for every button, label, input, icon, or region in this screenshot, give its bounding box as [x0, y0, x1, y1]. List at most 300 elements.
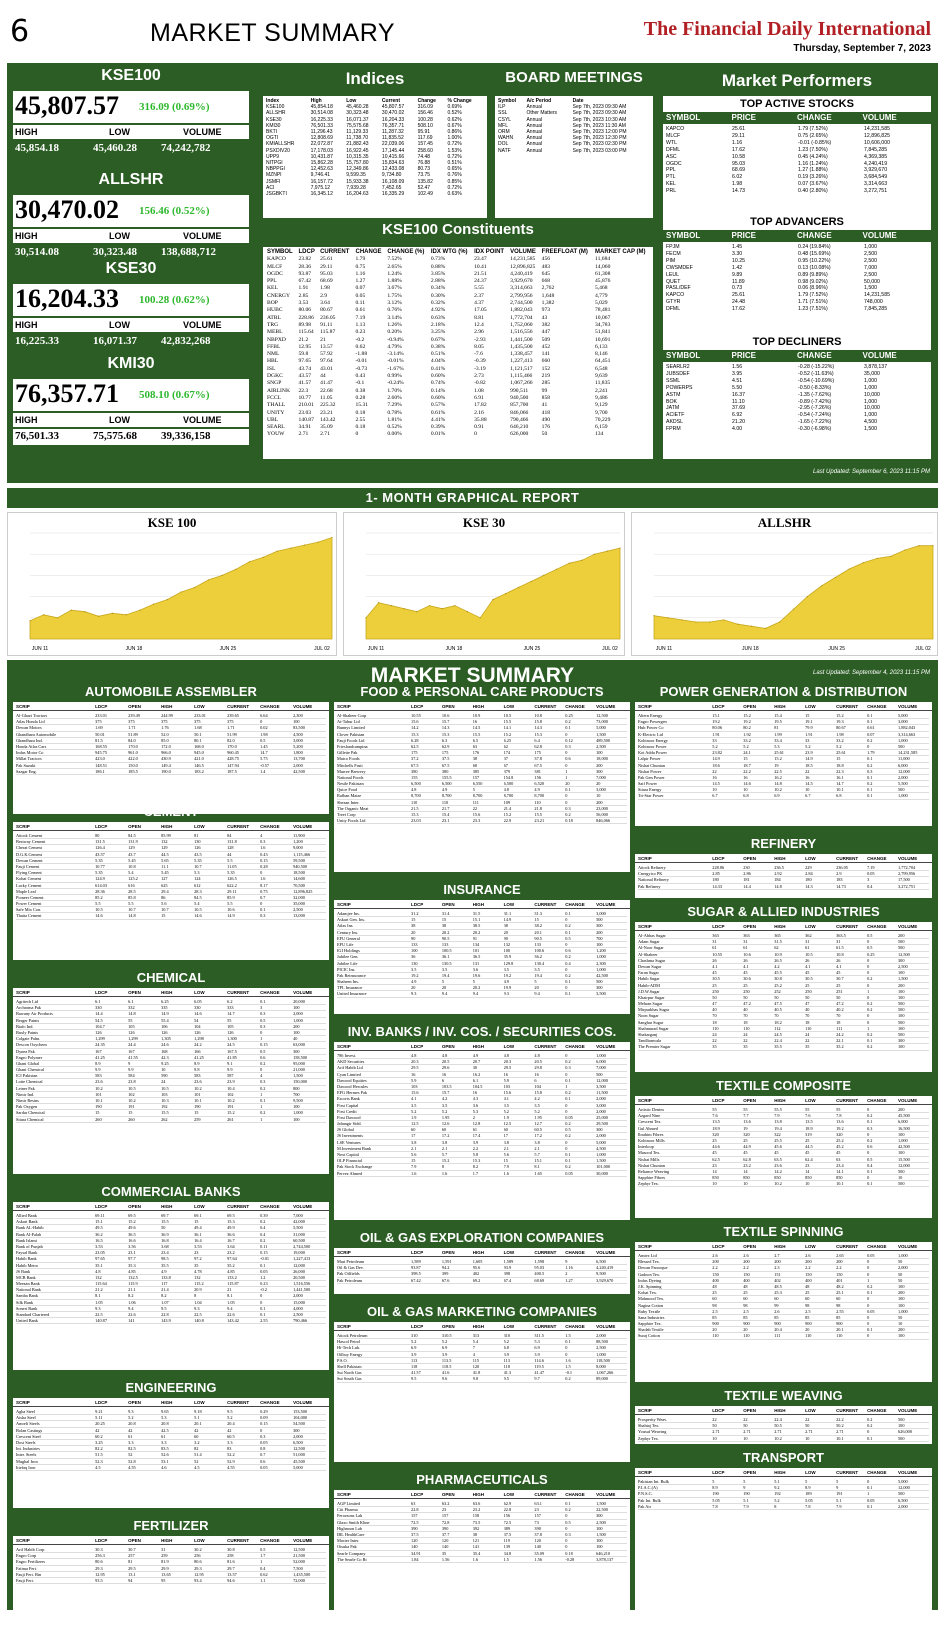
table-cell: 23.03: [298, 409, 312, 416]
table-cell: 98: [712, 1302, 717, 1308]
table-cell: 19.2: [743, 719, 751, 725]
table-cell: 9.5: [227, 1409, 233, 1414]
table-cell: 22.9: [503, 818, 512, 824]
table-cell: 98: [836, 1302, 841, 1308]
table-cell: 28.3: [194, 888, 202, 894]
index-name: ALLSHR: [98, 171, 164, 188]
table-cell: 45: [743, 1150, 748, 1156]
table-cell: 330: [95, 1005, 102, 1011]
table-cell: BOK: [666, 398, 677, 405]
data-point: [153, 604, 154, 605]
table-cell: -0.1: [565, 1370, 573, 1376]
column-header: OPEN: [441, 1492, 455, 1497]
table-cell: 0: [565, 985, 568, 991]
table-cell: 260: [128, 1116, 135, 1122]
table-cell: JATM: [666, 405, 680, 412]
column-header: HIGH: [161, 1538, 173, 1543]
table-cell: 47: [712, 1001, 717, 1007]
table-cell: 9.3: [194, 1305, 200, 1311]
table-cell: 1,382: [541, 300, 555, 307]
table-cell: 31.3: [534, 911, 542, 916]
table-cell: 5.2: [805, 743, 811, 749]
table-cell: Nagina Cotton: [638, 1302, 664, 1308]
table-cell: 128: [227, 845, 234, 851]
table-cell: 0.2: [565, 1376, 571, 1382]
table-cell: 3.6: [472, 966, 479, 972]
table-cell: MEBL: [267, 329, 283, 336]
table-cell: 176: [472, 750, 480, 756]
data-point: [918, 545, 919, 546]
index-low: 16,071.37: [93, 335, 137, 347]
table-cell: 0.29: [260, 1409, 268, 1414]
table-cell: 9.4: [128, 1305, 134, 1311]
table-cell: 1.88%: [387, 278, 402, 285]
table-cell: 31.1: [503, 911, 512, 916]
sector-header: [13, 822, 329, 831]
table-cell: 55: [743, 1107, 748, 1112]
table-cell: 17.05: [474, 307, 487, 314]
table-cell: -0.94%: [387, 336, 404, 343]
table-cell: -0.28 (-15.22%): [798, 364, 835, 370]
table-cell: 103: [161, 1091, 168, 1097]
table-cell: 23: [194, 1250, 199, 1256]
table-cell: OGDC: [267, 270, 283, 277]
data-point: [29, 620, 30, 621]
table-cell: 6.7: [805, 793, 811, 799]
table-cell: 15.4: [774, 713, 782, 718]
table-cell: 1: [867, 1277, 870, 1283]
table-cell: 5.35: [194, 857, 202, 863]
table-cell: 64,451: [594, 358, 611, 365]
table-cell: 50.1: [194, 731, 202, 737]
table-cell: Dawood Equities: [337, 1077, 367, 1083]
table-cell: 36.5: [472, 954, 481, 960]
table-cell: 156.46: [417, 110, 433, 117]
table-cell: 6.1: [472, 1077, 479, 1083]
table-cell: 0.5: [260, 1547, 266, 1552]
table-cell: 0.18: [355, 409, 366, 416]
table-cell: 14,600: [293, 876, 305, 882]
index-hlv: [13, 334, 249, 350]
table-cell: 0.2: [565, 954, 571, 960]
table-cell: 1,500: [898, 976, 908, 982]
table-cell: 63.6: [472, 1501, 481, 1506]
table-cell: Meezan Bank: [16, 1281, 40, 1287]
table-cell: 0: [260, 1299, 263, 1305]
table-cell: 35: [743, 1044, 748, 1050]
table-cell: 120: [441, 1538, 449, 1544]
table-row: [665, 174, 929, 181]
table-cell: 2.55: [260, 1318, 268, 1324]
table-cell: 41.47: [534, 1370, 545, 1376]
table-row: [665, 292, 929, 299]
table-row: [265, 278, 651, 285]
table-cell: 86: [161, 894, 166, 900]
chart-title: KSE 30: [462, 515, 506, 530]
table-cell: 0.1: [260, 1312, 266, 1317]
table-cell: 26: [805, 957, 810, 963]
table-cell: 4.1: [836, 963, 842, 969]
table-cell: 49.9: [227, 1225, 235, 1231]
column-header: HIGH: [161, 1400, 173, 1405]
table-cell: 428.75: [227, 756, 239, 762]
table-cell: 10: [596, 793, 601, 799]
table-cell: 285: [541, 380, 551, 387]
table-cell: 14.8: [128, 913, 136, 919]
table-cell: 625: [161, 882, 168, 888]
table-cell: 0.2: [867, 737, 873, 743]
table-cell: 1.45: [260, 743, 268, 749]
table-cell: 1.6: [411, 1170, 417, 1176]
table-cell: 1.16 (1.24%): [798, 160, 828, 167]
column-header: SCRIP: [337, 902, 351, 907]
table-cell: 15.31: [355, 402, 369, 409]
column-header: VOLUME: [510, 249, 536, 255]
table-cell: 97.65: [298, 358, 312, 365]
index-high: 30,514.08: [15, 246, 59, 258]
table-cell: 23: [441, 1507, 447, 1513]
table-cell: 500: [898, 1019, 905, 1025]
table-cell: 0: [867, 1131, 870, 1137]
x-tick-label: JUN 11: [655, 646, 673, 652]
table-cell: 20: [596, 781, 601, 787]
table-cell: 12,452.63: [310, 166, 333, 173]
table-cell: 38: [441, 923, 447, 929]
table-cell: Arif Habib Ltd: [337, 1065, 363, 1071]
table-cell: 90.5: [534, 935, 542, 941]
table-cell: Honda Atlas Cars: [16, 743, 47, 749]
table-cell: 0.43: [260, 851, 268, 857]
table-cell: 423.0: [95, 756, 105, 762]
table-cell: 192: [774, 1491, 781, 1497]
column-header: PRICE: [731, 113, 756, 122]
table-cell: 0.34%: [430, 285, 446, 292]
table-cell: 7.8: [836, 1113, 842, 1119]
table-cell: 1,298: [194, 1036, 204, 1042]
table-row: [638, 1436, 929, 1442]
column-header: Date: [572, 98, 584, 104]
table-row: [665, 244, 929, 251]
column-header: LDCP: [411, 1250, 424, 1255]
table-cell: 0.5: [260, 1048, 266, 1054]
table-cell: 1,500: [596, 1531, 606, 1537]
sector-title: OIL & GAS EXPLORATION COMPANIES: [359, 1230, 605, 1245]
data-point: [180, 591, 181, 592]
column-header: CHANGE: [867, 1470, 887, 1475]
table-cell: 0.1: [867, 1168, 873, 1174]
table-cell: EFU General: [337, 935, 360, 941]
table-cell: 190: [194, 1104, 201, 1110]
index-labels: [13, 229, 249, 243]
table-cell: 261: [227, 1116, 234, 1122]
table-cell: 134: [472, 941, 480, 947]
table-cell: 622.2: [227, 882, 237, 888]
table-cell: 19.2: [712, 719, 720, 725]
table-cell: -0.54 (-10.69%): [798, 377, 835, 384]
table-cell: 12,500: [596, 713, 608, 718]
table-cell: Allied Bank: [16, 1213, 37, 1218]
table-cell: 60: [712, 1296, 717, 1302]
table-cell: 80.06: [298, 307, 312, 314]
table-cell: 6.4: [534, 737, 540, 743]
table-cell: 69.1: [194, 1213, 202, 1218]
table-cell: 150: [743, 1271, 750, 1277]
table-cell: 25: [805, 982, 810, 988]
table-cell: 25.1: [836, 1290, 844, 1296]
table-cell: 0: [867, 1302, 870, 1308]
table-cell: 99: [541, 387, 548, 394]
table-row: [16, 1578, 326, 1584]
table-cell: 0.38: [355, 387, 366, 394]
table-cell: 1,605: [472, 1259, 483, 1264]
table-cell: 6.25: [503, 737, 512, 743]
index-label: HIGH: [15, 231, 38, 241]
column-header: CHANGE: [867, 704, 887, 709]
table-cell: 37: [503, 756, 508, 762]
table-cell: Berger Paints: [16, 1017, 40, 1023]
table-cell: 17.62: [732, 306, 745, 313]
table-cell: Engro Corp: [16, 1553, 37, 1559]
table-cell: 15,757.80: [346, 160, 369, 167]
table-cell: 0.1: [565, 1158, 571, 1164]
table-cell: 5.2: [441, 1108, 448, 1114]
column-header: SCRIP: [337, 704, 351, 709]
table-cell: 12,000: [898, 768, 910, 774]
table-cell: 1.4: [260, 768, 266, 774]
table-cell: Atlas Ins.: [337, 923, 354, 929]
sector-rows: [635, 865, 932, 898]
data-point: [543, 575, 544, 576]
table-cell: 4,240,419: [864, 160, 888, 167]
table-cell: 10: [743, 1435, 748, 1441]
table-row: [337, 1171, 627, 1177]
table-cell: 13,000: [293, 913, 305, 919]
table-cell: 300: [596, 768, 603, 774]
table-header-row: [265, 249, 651, 256]
table-cell: 500: [898, 1001, 905, 1007]
x-tick-label: JUN 25: [828, 646, 846, 652]
table-cell: National Foods: [337, 774, 364, 780]
table-cell: 626,000: [510, 431, 529, 438]
table-cell: 0.7: [260, 1452, 266, 1458]
table-cell: 34.8: [503, 1550, 512, 1556]
table-cell: 0.4: [260, 1231, 266, 1237]
table-cell: 31,000: [293, 1231, 305, 1237]
table-cell: 15.1: [712, 713, 720, 718]
index-label: LOW: [109, 127, 130, 137]
table-cell: PSXDIV20: [266, 147, 290, 154]
table-cell: Fauji Foods Ltd: [337, 737, 365, 743]
index-name: KMI30: [107, 355, 155, 372]
table-cell: 966.0: [161, 750, 171, 756]
table-cell: 0.2: [260, 1085, 266, 1091]
data-point: [112, 613, 113, 614]
table-cell: 398.5: [411, 1271, 421, 1277]
table-cell: 300: [898, 957, 905, 963]
table-cell: -1.65 (-7.22%): [798, 419, 832, 426]
table-cell: Kohinoor Energy: [638, 737, 668, 743]
table-cell: 44.9: [743, 1144, 751, 1150]
table-cell: 131.8: [227, 839, 237, 845]
table-cell: 250: [743, 988, 750, 994]
table-cell: 990,511: [510, 387, 529, 394]
table-cell: Cyan Limited: [337, 1071, 361, 1077]
table-cell: 7.29%: [387, 402, 402, 409]
column-header: OPEN: [441, 1250, 455, 1255]
table-cell: 67: [503, 762, 508, 768]
table-cell: 16: [411, 1071, 416, 1077]
table-cell: 4.9: [472, 1053, 479, 1058]
table-cell: ACIETF: [666, 412, 685, 419]
table-cell: Indus Motor Co: [16, 750, 44, 756]
table-cell: 62: [774, 945, 779, 951]
table-cell: 0.8: [260, 1446, 266, 1452]
table-cell: 15: [743, 756, 748, 762]
table-cell: 16,335.29: [381, 191, 405, 198]
table-cell: 22.2: [743, 768, 751, 774]
table-cell: 7.19: [867, 865, 875, 870]
table-cell: 91: [472, 935, 478, 941]
table-cell: 3.53: [95, 1243, 103, 1249]
table-cell: 900: [836, 1321, 843, 1327]
table-cell: 22.2: [836, 1417, 844, 1422]
table-cell: 0: [867, 1314, 870, 1320]
table-cell: 2.3: [774, 1265, 780, 1271]
table-cell: 10.7: [194, 863, 202, 869]
table-cell: 2.37: [474, 292, 484, 299]
table-cell: 500: [898, 939, 905, 945]
table-cell: 0: [565, 1108, 568, 1114]
table-cell: MLCF: [267, 263, 283, 270]
table-cell: 105: [227, 1023, 234, 1029]
table-cell: 5.9: [411, 1077, 417, 1083]
table-cell: 0.72%: [447, 153, 462, 160]
table-cell: 118.5: [441, 1363, 452, 1369]
table-cell: OGTI: [266, 135, 279, 142]
table-cell: 15.6: [411, 719, 419, 725]
index-value-box: [13, 379, 249, 411]
data-point: [467, 611, 468, 612]
table-cell: Annual: [526, 104, 543, 111]
table-cell: 401: [836, 1277, 843, 1283]
table-cell: 21: [227, 1287, 232, 1293]
table-cell: 300: [596, 1513, 603, 1519]
table-cell: 0: [867, 1296, 870, 1302]
data-point: [607, 551, 608, 552]
table-row: [265, 410, 651, 417]
table-cell: 12.5: [503, 1121, 512, 1127]
table-cell: 25.61: [774, 750, 784, 756]
table-cell: 3.5: [441, 966, 448, 972]
table-cell: 500: [898, 1032, 905, 1037]
table-cell: 12,000: [596, 1077, 608, 1083]
performers-subtitle: TOP DECLINERS: [752, 336, 842, 348]
table-cell: -0.82: [474, 380, 486, 387]
table-cell: 12,896,825: [864, 132, 890, 139]
table-cell: 1.92: [743, 731, 751, 737]
table-cell: 3.3: [128, 1439, 134, 1445]
table-cell: 20.1: [534, 929, 542, 935]
table-cell: 973: [541, 307, 551, 314]
table-cell: 3,500: [596, 991, 606, 997]
table-cell: 61: [743, 945, 748, 951]
table-cell: 183: [836, 877, 843, 883]
table-cell: Pak Gen Power: [638, 774, 665, 780]
table-cell: First Credit: [337, 1108, 357, 1114]
sector-rows: [13, 999, 329, 1174]
column-header: OPEN: [441, 1044, 455, 1049]
data-point: [667, 617, 668, 618]
table-cell: 63.5: [774, 1156, 782, 1162]
table-cell: 3,314,663: [898, 731, 916, 737]
table-cell: 31: [836, 939, 841, 945]
table-cell: 10,067: [594, 314, 611, 321]
table-cell: Jubilee Life: [337, 960, 358, 966]
table-cell: Pak Oxygen: [16, 1104, 38, 1110]
table-cell: FECM: [666, 250, 681, 257]
table-cell: 10: [743, 787, 748, 793]
table-row: [265, 424, 651, 431]
sector-table: [13, 1202, 329, 1370]
table-cell: 10.7: [128, 907, 136, 913]
table-cell: 10: [712, 1435, 717, 1441]
table-cell: 200: [743, 1259, 750, 1265]
table-cell: 1.16: [732, 139, 743, 146]
column-header: HIGH: [161, 704, 173, 709]
sector-table: [13, 702, 329, 814]
table-cell: 1.5: [565, 1333, 571, 1338]
table-cell: 45: [805, 970, 810, 976]
table-cell: 250: [805, 988, 812, 994]
table-cell: 32,000: [293, 894, 305, 900]
table-cell: 5.45: [161, 870, 169, 876]
table-cell: 95.03: [534, 1265, 545, 1271]
table-cell: 89.98: [298, 321, 312, 328]
table-cell: Pak Refinery: [638, 883, 661, 889]
table-cell: 9,486: [594, 394, 608, 401]
sector-header: [635, 1468, 932, 1477]
index-hlv: [13, 429, 249, 445]
table-cell: 14.33: [712, 883, 722, 889]
table-cell: 100: [596, 750, 603, 756]
table-cell: Amtex Ltd: [638, 1253, 657, 1258]
table-cell: 9.25: [161, 1060, 169, 1066]
data-point: [877, 558, 878, 559]
table-cell: 0.15: [260, 1042, 268, 1048]
sector-rows: [13, 713, 329, 814]
table-cell: Sep 7th, 2023 11:30 AM: [572, 122, 626, 129]
data-point: [505, 593, 506, 594]
table-cell: 1,000: [596, 954, 606, 960]
table-cell: 22.5: [194, 1312, 202, 1317]
table-cell: 8.1: [95, 1293, 101, 1299]
table-row: [16, 913, 326, 919]
table-row: [265, 344, 651, 351]
table-cell: Ghandhara Ind.: [16, 737, 43, 743]
table-cell: 2,000: [293, 1293, 303, 1299]
index-label: LOW: [109, 415, 130, 425]
data-point: [454, 605, 455, 606]
table-cell: 42.5: [161, 1427, 169, 1433]
table-cell: 8,000: [596, 1363, 606, 1369]
table-cell: 422.0: [128, 756, 138, 762]
table-cell: 20: [565, 781, 570, 787]
table-cell: 0.05: [867, 1308, 875, 1314]
table-cell: 4.8: [411, 1053, 417, 1058]
table-cell: 124: [194, 876, 201, 882]
table-cell: 10.5: [128, 1085, 136, 1091]
performers-subtitle: TOP ADVANCERS: [750, 216, 844, 228]
